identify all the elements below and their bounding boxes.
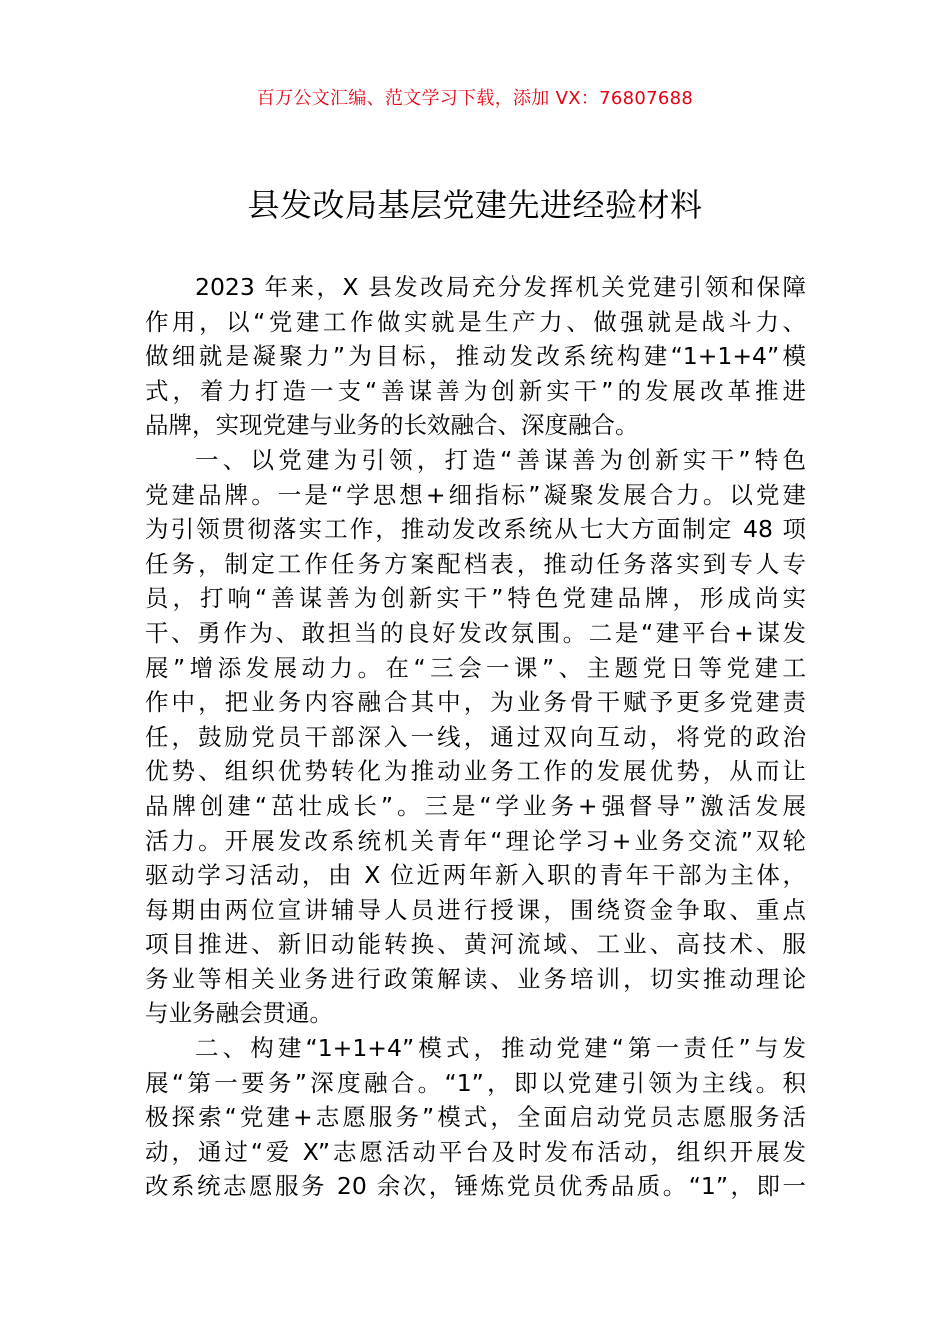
text-line: 作用，以“党建工作做实就是生产力、做强就是战斗力、 bbox=[145, 307, 806, 336]
document-body bbox=[145, 270, 806, 1204]
text-line: 动，通过“爱 X”志愿活动平台及时发布活动，组织开展发 bbox=[145, 1137, 806, 1166]
text-line: 作中，把业务内容融合其中，为业务骨干赋予更多党建责 bbox=[145, 688, 806, 717]
text-line: 干、勇作为、敢担当的良好发改氛围。二是“建平台+谋发 bbox=[145, 618, 806, 647]
text-line: 活力。开展发改系统机关青年“理论学习+业务交流”双轮 bbox=[145, 826, 806, 855]
text-line: 驱动学习活动，由 X 位近两年新入职的青年干部为主体， bbox=[145, 861, 806, 890]
text-line: 与业务融会贯通。 bbox=[145, 999, 333, 1028]
text-line: 任，鼓励党员干部深入一线，通过双向互动，将党的政治 bbox=[145, 722, 806, 751]
text-line: 品牌，实现党建与业务的长效融合、深度融合。 bbox=[145, 411, 639, 440]
text-line: 优势、组织优势转化为推动业务工作的发展优势，从而让 bbox=[145, 757, 806, 786]
document-title: 县发改局基层党建先进经验材料 bbox=[247, 186, 703, 224]
text-line: 党建品牌。一是“学思想+细指标”凝聚发展合力。以党建 bbox=[145, 480, 806, 509]
text-line: 务业等相关业务进行政策解读、业务培训，切实推动理论 bbox=[145, 964, 806, 993]
text-line: 做细就是凝聚力”为目标，推动发改系统构建“1+1+4”模 bbox=[145, 342, 806, 371]
text-line: 2023 年来，X 县发改局充分发挥机关党建引领和保障 bbox=[195, 273, 806, 301]
text-line: 每期由两位宣讲辅导人员进行授课，围绕资金争取、重点 bbox=[145, 895, 806, 924]
text-line: 一、以党建为引领，打造“善谋善为创新实干”特色 bbox=[195, 445, 806, 474]
watermark-header: 百万公文汇编、范文学习下载，添加 VX：76807688 bbox=[256, 88, 694, 109]
text-line: 任务，制定工作任务方案配档表，推动任务落实到专人专 bbox=[145, 549, 806, 578]
text-line: 展”增添发展动力。在“三会一课”、主题党日等党建工 bbox=[145, 653, 806, 682]
text-line: 极探索“党建+志愿服务”模式，全面启动党员志愿服务活 bbox=[145, 1103, 806, 1132]
text-line: 改系统志愿服务 20 余次，锤炼党员优秀品质。“1”，即一 bbox=[145, 1172, 806, 1201]
text-line: 二、构建“1+1+4”模式，推动党建“第一责任”与发 bbox=[195, 1034, 806, 1063]
text-line: 展“第一要务”深度融合。“1”，即以党建引领为主线。积 bbox=[145, 1068, 806, 1097]
text-line: 为引领贯彻落实工作，推动发改系统从七大方面制定 48 项 bbox=[145, 515, 806, 544]
text-line: 员，打响“善谋善为创新实干”特色党建品牌，形成尚实 bbox=[145, 584, 806, 613]
text-line: 式，着力打造一支“善谋善为创新实干”的发展改革推进 bbox=[145, 376, 806, 405]
text-line: 品牌创建“茁壮成长”。三是“学业务+强督导”激活发展 bbox=[145, 791, 806, 820]
text-line: 项目推进、新旧动能转换、黄河流域、工业、高技术、服 bbox=[145, 930, 806, 959]
